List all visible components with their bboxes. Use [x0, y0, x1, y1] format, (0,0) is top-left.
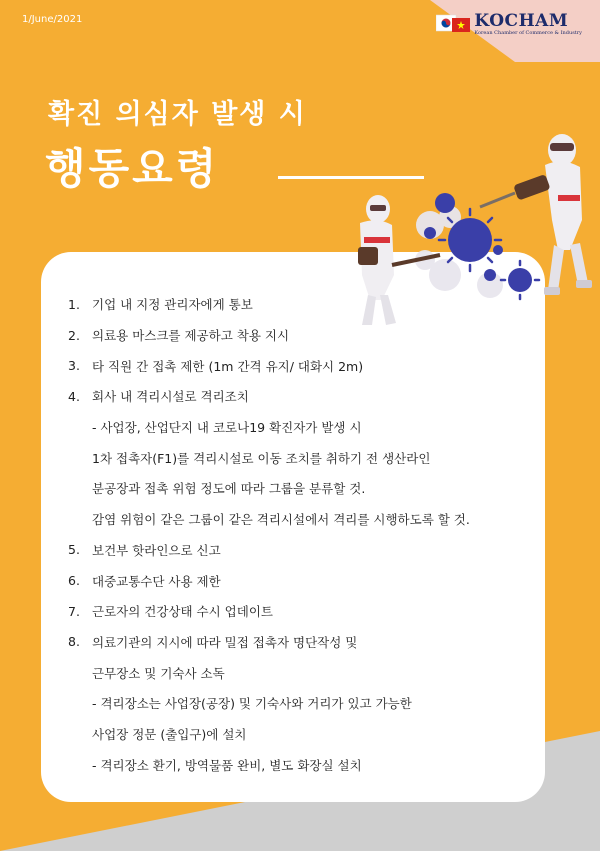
list-subitem [68, 442, 528, 473]
list-subitem [68, 688, 528, 719]
list-number: 5. [68, 542, 80, 558]
list-text: 회사 내 격리시설로 격리조치 [92, 389, 249, 405]
sprayer-right [480, 174, 551, 207]
list-text: 기업 내 지정 관리자에게 통보 [92, 297, 253, 313]
list-text: - 격리장소 환기, 방역물품 완비, 별도 화장실 설치 [92, 757, 362, 773]
list-item [68, 320, 528, 351]
list-text: 보건부 핫라인으로 신고 [92, 542, 221, 558]
worker-right [544, 134, 592, 295]
list-text: 감염 위험이 같은 그룹이 같은 격리시설에서 격리를 시행하도록 할 것. [92, 512, 470, 528]
list-item [68, 565, 528, 596]
list-number: 2. [68, 327, 80, 343]
list-subitem [68, 412, 528, 443]
list-text: 의료기관의 지시에 따라 밀접 접촉자 명단작성 및 [92, 634, 358, 650]
list-number: 4. [68, 388, 80, 404]
list-number: 8. [68, 634, 80, 650]
list-text: 대중교통수단 사용 제한 [92, 573, 221, 589]
list-text: 근무장소 및 기숙사 소독 [92, 665, 225, 681]
list-item [68, 381, 528, 412]
list-subitem [68, 473, 528, 504]
list-number: 7. [68, 603, 80, 619]
list-text: - 사업장, 산업단지 내 코로나19 확진자가 발생 시 [92, 420, 362, 436]
flag-icon [436, 12, 470, 36]
list-item [68, 350, 528, 381]
list-text: 사업장 정문 (출입구)에 설치 [92, 726, 247, 742]
list-text: 근로자의 건강상태 수시 업데이트 [92, 604, 273, 620]
page-title-line2: 행동요령 [45, 144, 220, 193]
list-item [68, 289, 528, 320]
logo-name: KOCHAM [474, 11, 569, 31]
list-subitem [68, 719, 528, 750]
list-text: 타 직원 간 접촉 제한 (1m 간격 유지/ 대화시 2m) [92, 358, 364, 374]
list-subitem [68, 749, 528, 780]
page-title-line1: 확진 의심자 발생 시 [48, 99, 307, 130]
list-subitem [68, 504, 528, 535]
list-text: 1차 접촉자(F1)를 격리시설로 이동 조치를 취하기 전 생산라인 [92, 450, 431, 466]
kocham-logo [436, 12, 582, 36]
list-text: 의료용 마스크를 제공하고 착용 지시 [92, 328, 290, 344]
list-number: 1. [68, 296, 80, 312]
list-item [68, 596, 528, 627]
date-label: 1/June/2021 [22, 14, 83, 25]
list-text: 분공장과 접촉 위험 정도에 따라 그룹을 분류할 것. [92, 481, 366, 497]
list-number: 6. [68, 573, 80, 589]
list-item [68, 535, 528, 566]
list-item [68, 627, 528, 658]
list-subitem [68, 657, 528, 688]
action-list [68, 289, 528, 780]
logo-subtitle: Korean Chamber of Commerce & Industry [474, 30, 582, 36]
list-number: 3. [68, 358, 80, 374]
list-text: - 격리장소는 사업장(공장) 및 기숙사와 거리가 있고 가능한 [92, 696, 412, 712]
